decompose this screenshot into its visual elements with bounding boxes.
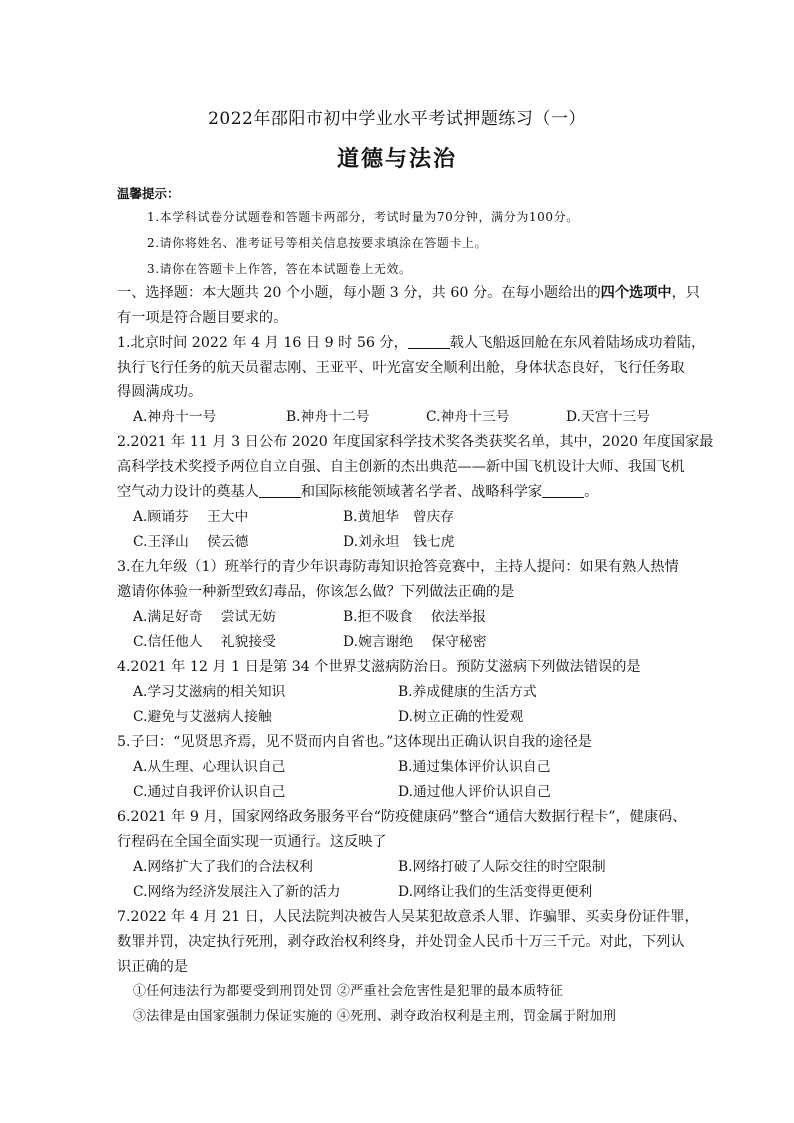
option-a: A.顾诵芬 王大中 xyxy=(133,509,249,525)
question-2-stem: 2.2021 年 11 月 3 日公布 2020 年度国家科学技术奖各类获奖名单，其中，2020 年度国家最 xyxy=(117,434,714,450)
subject-title: 道德与法治 xyxy=(336,147,457,172)
question-text: 空气动力设计的奠基人 xyxy=(117,484,259,500)
option-d: D.网络让我们的生活变得更便利 xyxy=(398,884,593,900)
option-c: C.神舟十三号 xyxy=(426,409,510,425)
statement-line: ①任何违法行为都要受到刑罚处罚 ②严重社会危害性是犯罪的最本质特征 xyxy=(133,984,564,999)
question-3-stem: 邀请你体验一种新型致幻毒品，你该怎么做？下列做法正确的是 xyxy=(117,584,515,600)
option-c: C.王泽山 侯云德 xyxy=(133,534,249,550)
question-7-stem: 数罪并罚，决定执行死刑，剥夺政治权利终身，并处罚金人民币十万三千元。对此，下列认 xyxy=(117,934,685,950)
option-d: D.刘永坦 钱七虎 xyxy=(343,534,455,550)
question-2-stem: 高科学技术奖授予两位自立自强、自主创新的杰出典范——新中国飞机设计大师、我国飞机 xyxy=(117,459,685,475)
option-a: A.从生理、心理认识自己 xyxy=(133,759,286,775)
section-heading-text: 一、选择题：本大题共 20 个小题，每小题 3 分，共 60 分。在每小题给出的 xyxy=(117,285,601,301)
question-6-stem: 6.2021 年 9 月，国家网络政务服务平台“防疫健康码”整合“通信大数据行程卡”，健康码、 xyxy=(117,809,687,825)
section-heading xyxy=(117,284,700,302)
exam-title: 2022年邵阳市初中学业水平考试押题练习（一） xyxy=(208,109,586,129)
question-7-stem: 识正确的是 xyxy=(117,959,188,975)
question-text: 。 xyxy=(584,484,599,500)
question-5-stem: 5.子曰：“见贤思齐焉，见不贤而内自省也。”这体现出正确认识自我的途径是 xyxy=(117,734,592,750)
question-4-stem: 4.2021 年 12 月 1 日是第 34 个世界艾滋病防治日。预防艾滋病下列做法错误的是 xyxy=(117,659,641,675)
answer-blank xyxy=(259,483,301,498)
section-heading-text: ，只 xyxy=(671,285,700,301)
option-c: C.信任他人 礼貌接受 xyxy=(133,634,277,650)
option-a: A.神舟十一号 xyxy=(133,409,217,425)
option-c: C.通过自我评价认识自己 xyxy=(133,784,286,800)
option-b: B.神舟十二号 xyxy=(286,409,370,425)
option-b: B.通过集体评价认识自己 xyxy=(398,759,551,775)
question-1-stem: 得圆满成功。 xyxy=(117,384,203,400)
option-c: C.避免与艾滋病人接触 xyxy=(133,709,272,725)
question-1-stem xyxy=(117,334,705,352)
question-text: 和国际核能领域著名学者、战略科学家 xyxy=(300,484,543,500)
option-a: A.网络扩大了我们的合法权利 xyxy=(133,859,313,875)
option-d: D.通过他人评价认识自己 xyxy=(398,784,551,800)
option-b: B.网络打破了人际交往的时空限制 xyxy=(398,859,606,875)
answer-blank xyxy=(408,334,450,349)
option-d: D.天宫十三号 xyxy=(566,409,650,425)
answer-blank xyxy=(542,483,584,498)
question-6-stem: 行程码在全国全面实现一页通行。这反映了 xyxy=(117,834,387,850)
option-d: D.树立正确的性爱观 xyxy=(398,709,524,725)
option-b: B.黄旭华 曾庆存 xyxy=(343,509,455,525)
option-a: A.学习艾滋病的相关知识 xyxy=(133,684,286,700)
hints-label: 温馨提示： xyxy=(117,186,180,201)
hint-item: 3.请你在答题卡上作答，答在本试题卷上无效。 xyxy=(147,262,412,276)
question-3-stem: 3.在九年级（1）班举行的青少年识毒防毒知识抢答竞赛中，主持人提问：如果有熟人热情 xyxy=(117,559,679,575)
question-text: 载人飞船返回舱在东风着陆场成功着陆， xyxy=(449,335,706,351)
section-heading-line2: 有一项是符合题目要求的。 xyxy=(117,310,288,326)
question-1-stem: 执行飞行任务的航天员翟志刚、王亚平、叶光富安全顺利出舱，身体状态良好，飞行任务取 xyxy=(117,360,685,376)
hint-item: 2.请你将姓名、准考证号等相关信息按要求填涂在答题卡上。 xyxy=(147,236,488,250)
option-d: D.婉言谢绝 保守秘密 xyxy=(343,634,487,650)
question-2-stem xyxy=(117,483,598,501)
option-b: B.拒不吸食 依法举报 xyxy=(343,609,487,625)
option-c: C.网络为经济发展注入了新的活力 xyxy=(133,884,341,900)
section-heading-emphasis: 四个选项中 xyxy=(600,285,672,301)
statement-line: ③法律是由国家强制力保证实施的 ④死刑、剥夺政治权利是主刑，罚金属于附加刑 xyxy=(133,1009,617,1024)
question-text: 1.北京时间 2022 年 4 月 16 日 9 时 56 分， xyxy=(117,335,408,351)
option-b: B.养成健康的生活方式 xyxy=(398,684,537,700)
question-7-stem: 7.2022 年 4 月 21 日，人民法院判决被告人吴某犯故意杀人罪、诈骗罪、买卖身份证件罪， xyxy=(117,909,699,925)
option-a: A.满足好奇 尝试无妨 xyxy=(133,609,276,625)
hint-item: 1.本学科试卷分试题卷和答题卡两部分，考试时量为70分钟，满分为100分。 xyxy=(147,210,579,224)
